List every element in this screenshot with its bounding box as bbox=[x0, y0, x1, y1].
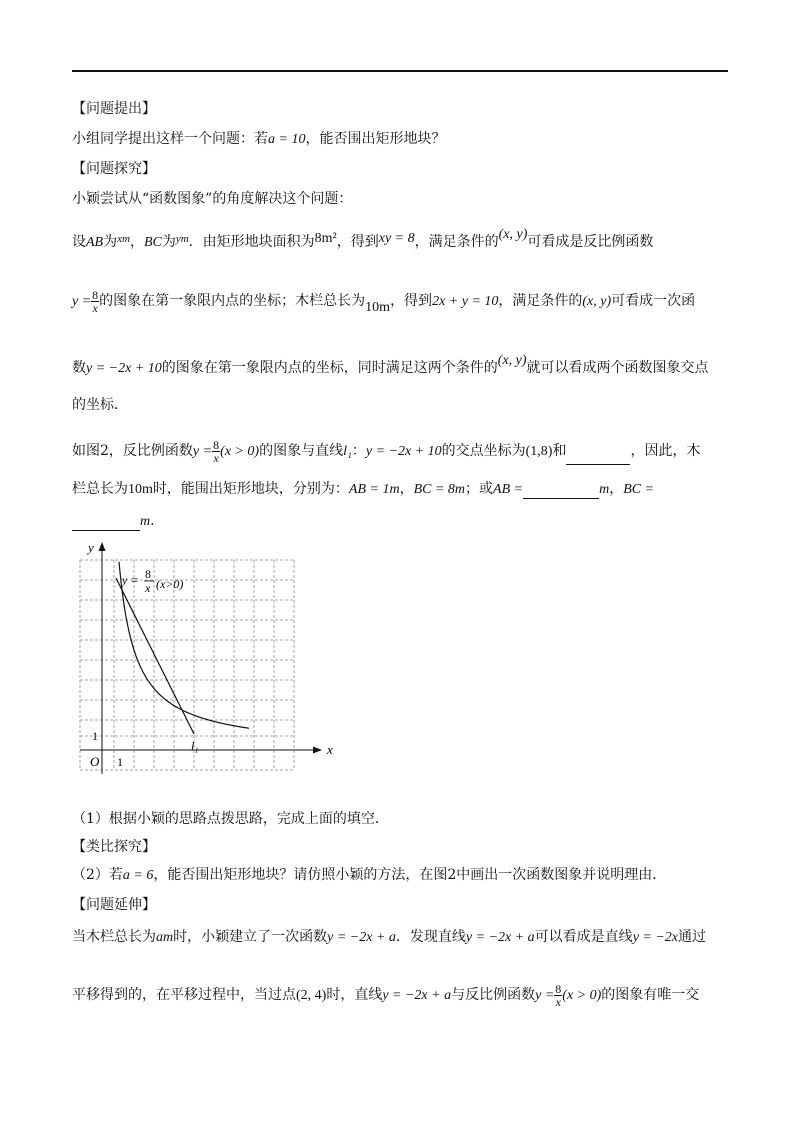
problem-statement: 小组同学提出这样一个问题：若a = 10，能否围出矩形地块？ bbox=[72, 131, 446, 147]
question-2: （2）若a = 6，能否围出矩形地块？请仿照小颖的方法，在图2中画出一次函数图象并说明理由． bbox=[72, 867, 667, 883]
line-l1 bbox=[116, 578, 194, 734]
explore-paragraph-3: 数y = −2x + 10的图象在第一象限内点的坐标，同时满足这两个条件的(x, y)就可以看成两个函数图象交点 bbox=[72, 353, 709, 376]
fraction-8-over-x: $\frac{8}{x}$ bbox=[92, 287, 99, 315]
y-axis-label: y bbox=[88, 540, 94, 555]
answer-blank-2[interactable] bbox=[523, 484, 599, 499]
origin-label: O bbox=[90, 754, 100, 769]
x-tick-label: 1 bbox=[117, 755, 123, 769]
explore-paragraph-2: y = $\frac{8}{x}$ 的图象在第一象限内点的坐标；木栏总长为10m，得到2x + y = 10，满足条件的(x, y)可看成一次函 bbox=[72, 287, 696, 315]
section-explore: 【问题探究】 bbox=[72, 161, 156, 177]
function-label-num: 8 bbox=[145, 567, 151, 581]
inverse-function-curve bbox=[119, 562, 249, 728]
extend-paragraph-2: 平移得到的，在平移过程中，当过点(2, 4)时，直线y = −2x + a与反比例函数y = $\frac{8}{x}$ (x > 0)的图象有唯一交 bbox=[72, 981, 700, 1009]
function-label-den: x bbox=[145, 581, 151, 595]
section-raise: 【问题提出】 bbox=[72, 101, 156, 117]
figure-intro-line: 如图2，反比例函数y = $\frac{8}{x}$ (x > 0)的图象与直线l₁：y = −2x + 10的交点坐标为(1,8)和 ，因此，木 bbox=[72, 437, 701, 465]
header-rule bbox=[72, 70, 728, 72]
function-label-cond: (x>0) bbox=[156, 577, 184, 591]
line-l1-label: l₁ bbox=[191, 739, 199, 753]
x-axis-arrow-icon bbox=[313, 747, 322, 754]
fraction-8-over-x: $\frac{8}{x}$ bbox=[555, 981, 562, 1009]
figure-intro-line-3: m. bbox=[72, 512, 155, 531]
section-extend: 【问题延伸】 bbox=[72, 897, 156, 913]
grid bbox=[80, 560, 294, 770]
figure-intro-line-2: 栏总长为10m时，能围出矩形地块，分别为：AB = 1m，BC = 8m；或AB = m，BC = bbox=[72, 481, 655, 497]
explore-paragraph-4: 的坐标． bbox=[72, 397, 128, 413]
explore-intro: 小颖尝试从“函数图象”的角度解决这个问题： bbox=[72, 191, 353, 207]
fraction-8-over-x: $\frac{8}{x}$ bbox=[213, 437, 220, 465]
section-analog: 【类比探究】 bbox=[72, 839, 156, 855]
function-label-y: y = bbox=[122, 573, 139, 587]
x-axis-label: x bbox=[327, 742, 333, 757]
question-1: （1）根据小颖的思路点拨思路，完成上面的填空． bbox=[72, 811, 389, 827]
y-axis-arrow-icon bbox=[99, 542, 106, 551]
answer-blank-1[interactable] bbox=[566, 450, 630, 465]
extend-paragraph-1: 当木栏总长为am时，小颖建立了一次函数y = −2x + a．发现直线y = −2x + a可以看成是直线y = −2x通过 bbox=[72, 929, 707, 945]
y-tick-label: 1 bbox=[92, 729, 98, 743]
explore-paragraph-1: 设AB为$^{xm}$，BC为$^{ym}$．由矩形地块面积为8m²，得到xy = 8，满足条件的(x, y)可看成是反比例函数 bbox=[72, 227, 654, 250]
figure-2-graph bbox=[70, 538, 340, 778]
answer-blank-3[interactable] bbox=[72, 516, 140, 531]
